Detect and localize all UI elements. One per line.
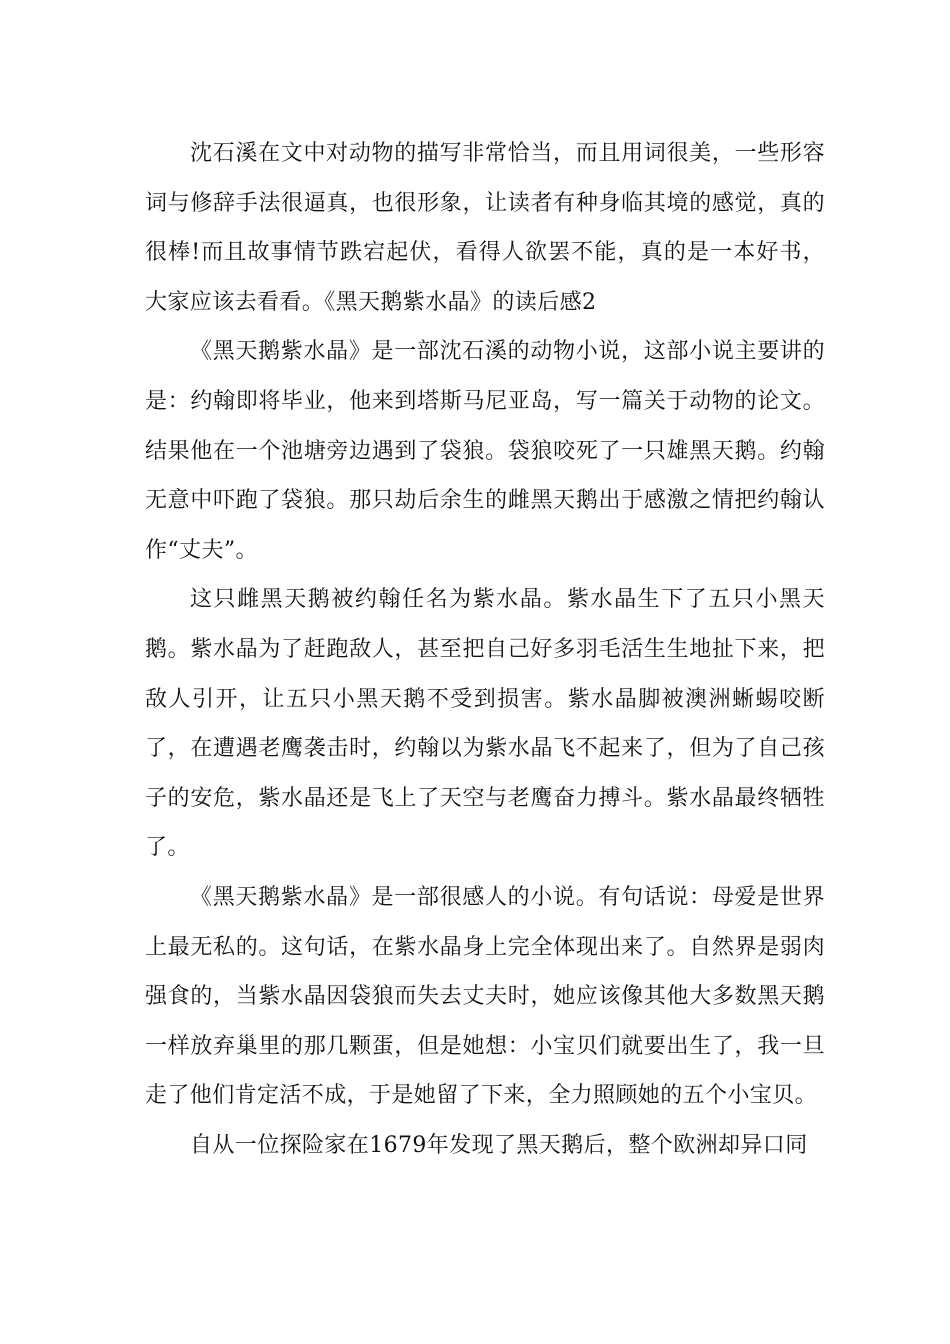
document-body [145,129,825,1170]
paragraph-5: 自从一位探险家在1679年发现了黑天鹅后，整个欧洲却异口同 [190,1132,808,1158]
paragraph-2: 《黑天鹅紫水晶》是一部沈石溪的动物小说，这部小说主要讲的是：约翰即将毕业，他来到塔斯马尼亚岛，写一篇关于动物的论文。结果他在一个池塘旁边遇到了袋狼。袋狼咬死了一只雄黑天鹅。约翰无意中吓跑了袋狼。那只劫后余生的雌黑天鹅出于感激之情把约翰认作“丈夫”。 [145,339,825,563]
paragraph-1: 沈石溪在文中对动物的描写非常恰当，而且用词很美，一些形容词与修辞手法很逼真，也很形象，让读者有种身临其境的感觉，真的很棒!而且故事情节跌宕起伏，看得人欲罢不能，真的是一本好书，大家应该去看看。《黑天鹅紫水晶》的读后感2 [145,141,825,315]
paragraph-4: 《黑天鹅紫水晶》是一部很感人的小说。有句话说：母爱是世界上最无私的。这句话，在紫水晶身上完全体现出来了。自然界是弱肉强食的，当紫水晶因袋狼而失去丈夫时，她应该像其他大多数黑天鹅一样放弃巢里的那几颗蛋，但是她想：小宝贝们就要出生了，我一旦走了他们肯定活不成，于是她留了下来，全力照顾她的五个小宝贝。 [145,884,825,1109]
paragraph-3: 这只雌黑天鹅被约翰任名为紫水晶。紫水晶生下了五只小黑天鹅。紫水晶为了赶跑敌人，甚至把自己好多羽毛活生生地扯下来，把敌人引开，让五只小黑天鹅不受到损害。紫水晶脚被澳洲蜥蜴咬断了，在遭遇老鹰袭击时，约翰以为紫水晶飞不起来了，但为了自己孩子的安危，紫水晶还是飞上了天空与老鹰奋力搏斗。紫水晶最终牺牲了。 [145,587,825,861]
